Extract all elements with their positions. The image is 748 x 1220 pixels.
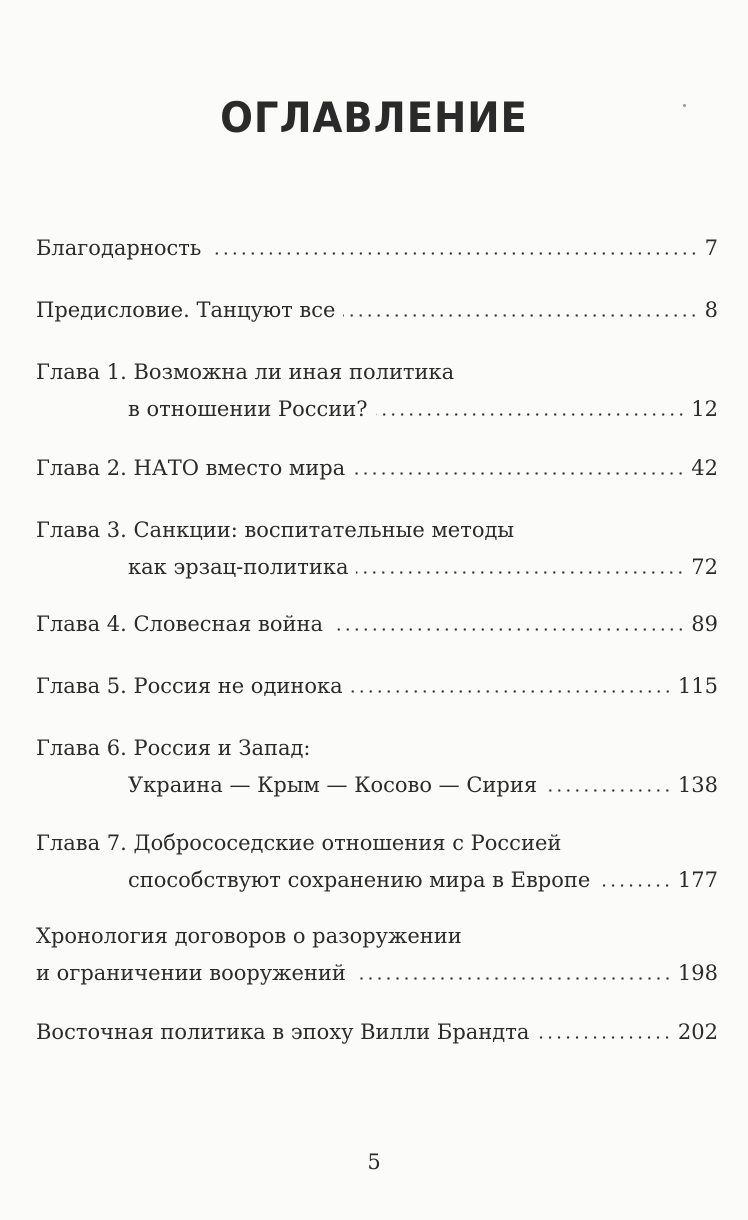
toc-line <box>36 862 718 899</box>
toc-line <box>36 918 718 955</box>
page-title: ОГЛАВЛЕНИЕ <box>220 93 528 142</box>
toc-entry-title: Глава 1. Возможна ли иная политика <box>36 360 455 384</box>
toc-entry-title: Глава 4. Словесная война <box>36 612 323 636</box>
dot-leader <box>343 307 698 317</box>
dot-leader <box>331 621 685 631</box>
toc-page-number: 8 <box>704 298 718 322</box>
toc-page-number: 202 <box>677 1020 718 1044</box>
toc-entry-title: Предисловие. Танцуют все <box>36 298 336 322</box>
dot-leader <box>376 406 686 416</box>
toc-page-number: 42 <box>691 456 718 480</box>
folio-page-number: 5 <box>367 1150 381 1174</box>
toc-page-number: 177 <box>677 868 718 892</box>
dot-leader <box>354 970 672 980</box>
toc-page-number: 72 <box>691 555 718 579</box>
toc-page-number: 12 <box>691 397 718 421</box>
dot-leader <box>537 1029 672 1039</box>
toc-entry <box>36 292 718 329</box>
toc-line <box>36 767 718 804</box>
toc-entry-title-continued: как эрзац-политика <box>128 555 349 579</box>
toc-entry <box>36 1014 718 1051</box>
toc-line <box>36 730 718 767</box>
toc-entry <box>36 512 718 586</box>
toc-entry <box>36 730 718 804</box>
toc-entry-title-continued: в отношении России? <box>128 397 368 421</box>
toc-entry-title-continued: Украина — Крым — Косово — Сирия <box>128 773 538 797</box>
toc-entry-title: Глава 5. Россия не одинока <box>36 674 343 698</box>
toc-entry <box>36 825 718 899</box>
dot-leader <box>353 465 685 475</box>
toc-entry-title: Хронология договоров о разоружении <box>36 924 462 948</box>
toc-page-number: 115 <box>677 674 718 698</box>
dot-leader <box>209 245 698 255</box>
toc-entry <box>36 606 718 643</box>
dot-leader <box>545 782 672 792</box>
toc-page-number: 7 <box>704 236 718 260</box>
toc-line <box>36 955 718 992</box>
toc-page-number: 198 <box>677 961 718 985</box>
dot-leader <box>351 683 672 693</box>
dot-leader <box>598 877 672 887</box>
toc-entry <box>36 668 718 705</box>
toc-entry-title-continued: способствуют сохранению мира в Европе <box>128 868 591 892</box>
toc-entry <box>36 354 718 428</box>
toc-entry-title: Глава 2. НАТО вместо мира <box>36 456 346 480</box>
toc-line <box>36 1014 718 1051</box>
toc-line <box>36 292 718 329</box>
toc-entry-title-continued: и ограничении вооружений <box>36 961 346 985</box>
toc-line <box>36 606 718 643</box>
toc-page-number: 138 <box>677 773 718 797</box>
toc-entry-title: Глава 7. Добрососедские отношения с Россией <box>36 831 562 855</box>
toc-line <box>36 825 718 862</box>
toc-entry <box>36 918 718 992</box>
toc-line <box>36 391 718 428</box>
toc-line <box>36 450 718 487</box>
toc-entry <box>36 450 718 487</box>
toc-page-number: 89 <box>691 612 718 636</box>
dot-leader <box>356 564 685 574</box>
toc-line <box>36 549 718 586</box>
toc-entry-title: Глава 3. Санкции: воспитательные методы <box>36 518 515 542</box>
toc-entry-title: Глава 6. Россия и Запад: <box>36 736 311 760</box>
toc-line <box>36 668 718 705</box>
toc-entry <box>36 230 718 267</box>
toc-line <box>36 512 718 549</box>
toc-line <box>36 354 718 391</box>
toc-entry-title: Благодарность <box>36 236 202 260</box>
toc-entry-title: Восточная политика в эпоху Вилли Брандта <box>36 1020 530 1044</box>
toc-line <box>36 230 718 267</box>
